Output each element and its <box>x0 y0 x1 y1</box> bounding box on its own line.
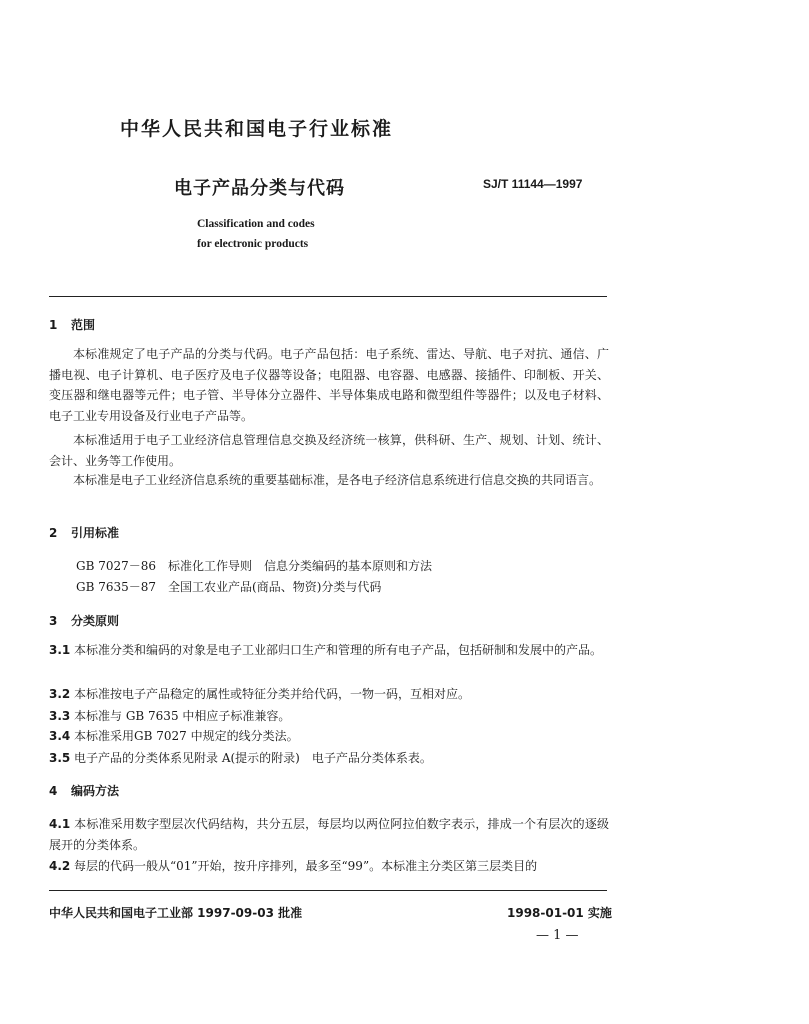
implementation-date: 1998-01-01 实施 <box>507 906 612 920</box>
clause-3-5 <box>49 748 609 769</box>
clause-text: 本标准采用数字型层次代码结构，共分五层，每层均以两位阿拉伯数字表示，排成一个有层次的逐级展开的分类体系。 <box>49 817 609 852</box>
document-title-en <box>197 214 315 254</box>
section-heading-coding-method <box>49 782 119 799</box>
section-title: 引用标准 <box>71 526 120 540</box>
clause-number: 3.1 <box>49 643 71 657</box>
clause-4-2 <box>49 856 609 877</box>
clause-3-4 <box>49 726 609 747</box>
clause-number: 3.5 <box>49 751 71 765</box>
footer-divider <box>49 890 607 891</box>
clause-3-3 <box>49 706 609 727</box>
standard-type-header: 中华人民共和国电子行业标准 <box>120 118 394 140</box>
clause-number: 3.2 <box>49 687 71 701</box>
clause-4-1 <box>49 814 609 855</box>
title-en-line-2: for electronic products <box>197 238 309 250</box>
header-divider <box>49 296 607 297</box>
clause-text: 本标准采用GB 7027 中规定的线分类法。 <box>74 729 299 743</box>
standard-code: SJ/T 11144—1997 <box>483 177 583 191</box>
clause-text: 本标准与 GB 7635 中相应子标准兼容。 <box>74 709 291 723</box>
clause-number: 4.1 <box>49 817 71 831</box>
section-title: 分类原则 <box>71 614 120 628</box>
section-number: 1 <box>49 318 58 332</box>
approval-statement: 中华人民共和国电子工业部 1997-09-03 批准 <box>49 906 303 920</box>
section-title: 编码方法 <box>71 784 120 798</box>
clause-text: 电子产品的分类体系见附录 A(提示的附录) 电子产品分类体系表。 <box>74 751 432 765</box>
section-heading-scope <box>49 316 95 333</box>
scope-paragraph-3: 本标准是电子工业经济信息系统的重要基础标准，是各电子经济信息系统进行信息交换的共同语言。 <box>73 473 602 487</box>
document-title-cn: 电子产品分类与代码 <box>174 178 345 199</box>
reference-gb7635: GB 7635－87 全国工农业产品(商品、物资)分类与代码 <box>76 580 382 594</box>
clause-number: 3.4 <box>49 729 71 743</box>
scope-paragraph-1: 本标准规定了电子产品的分类与代码。电子产品包括：电子系统、雷达、导航、电子对抗、通信、广播电视、电子计算机、电子医疗及电子仪器等设备；电阻器、电容器、电感器、接插件、印制板、开关、变压器和继电器等元件；电子管、半导体分立器件、半导体集成电路和微型组件等器件；以及电子材料、电子工业专用设备及行业电子产品等。 <box>49 347 609 423</box>
page-number: — 1 — <box>536 928 579 943</box>
section-title: 范围 <box>71 318 96 332</box>
section-heading-references <box>49 524 119 541</box>
section-number: 4 <box>49 784 58 798</box>
clause-text: 本标准按电子产品稳定的属性或特征分类并给代码，一物一码，互相对应。 <box>74 687 471 701</box>
clause-text: 每层的代码一般从“01”开始，按升序排列，最多至“99”。本标准主分类区第三层类目的 <box>74 859 538 873</box>
clause-number: 4.2 <box>49 859 71 873</box>
section-heading-classification-principles <box>49 612 119 629</box>
section-number: 3 <box>49 614 58 628</box>
clause-3-1 <box>49 640 609 661</box>
clause-3-2 <box>49 684 609 705</box>
title-en-line-1: Classification and codes <box>197 218 315 230</box>
clause-number: 3.3 <box>49 709 71 723</box>
scope-paragraph-2: 本标准适用于电子工业经济信息管理信息交换及经济统一核算，供科研、生产、规划、计划、统计、会计、业务等工作使用。 <box>49 433 609 468</box>
reference-gb7027: GB 7027－86 标准化工作导则 信息分类编码的基本原则和方法 <box>76 559 433 573</box>
section-number: 2 <box>49 526 58 540</box>
clause-text: 本标准分类和编码的对象是电子工业部归口生产和管理的所有电子产品，包括研制和发展中的产品。 <box>74 643 603 657</box>
